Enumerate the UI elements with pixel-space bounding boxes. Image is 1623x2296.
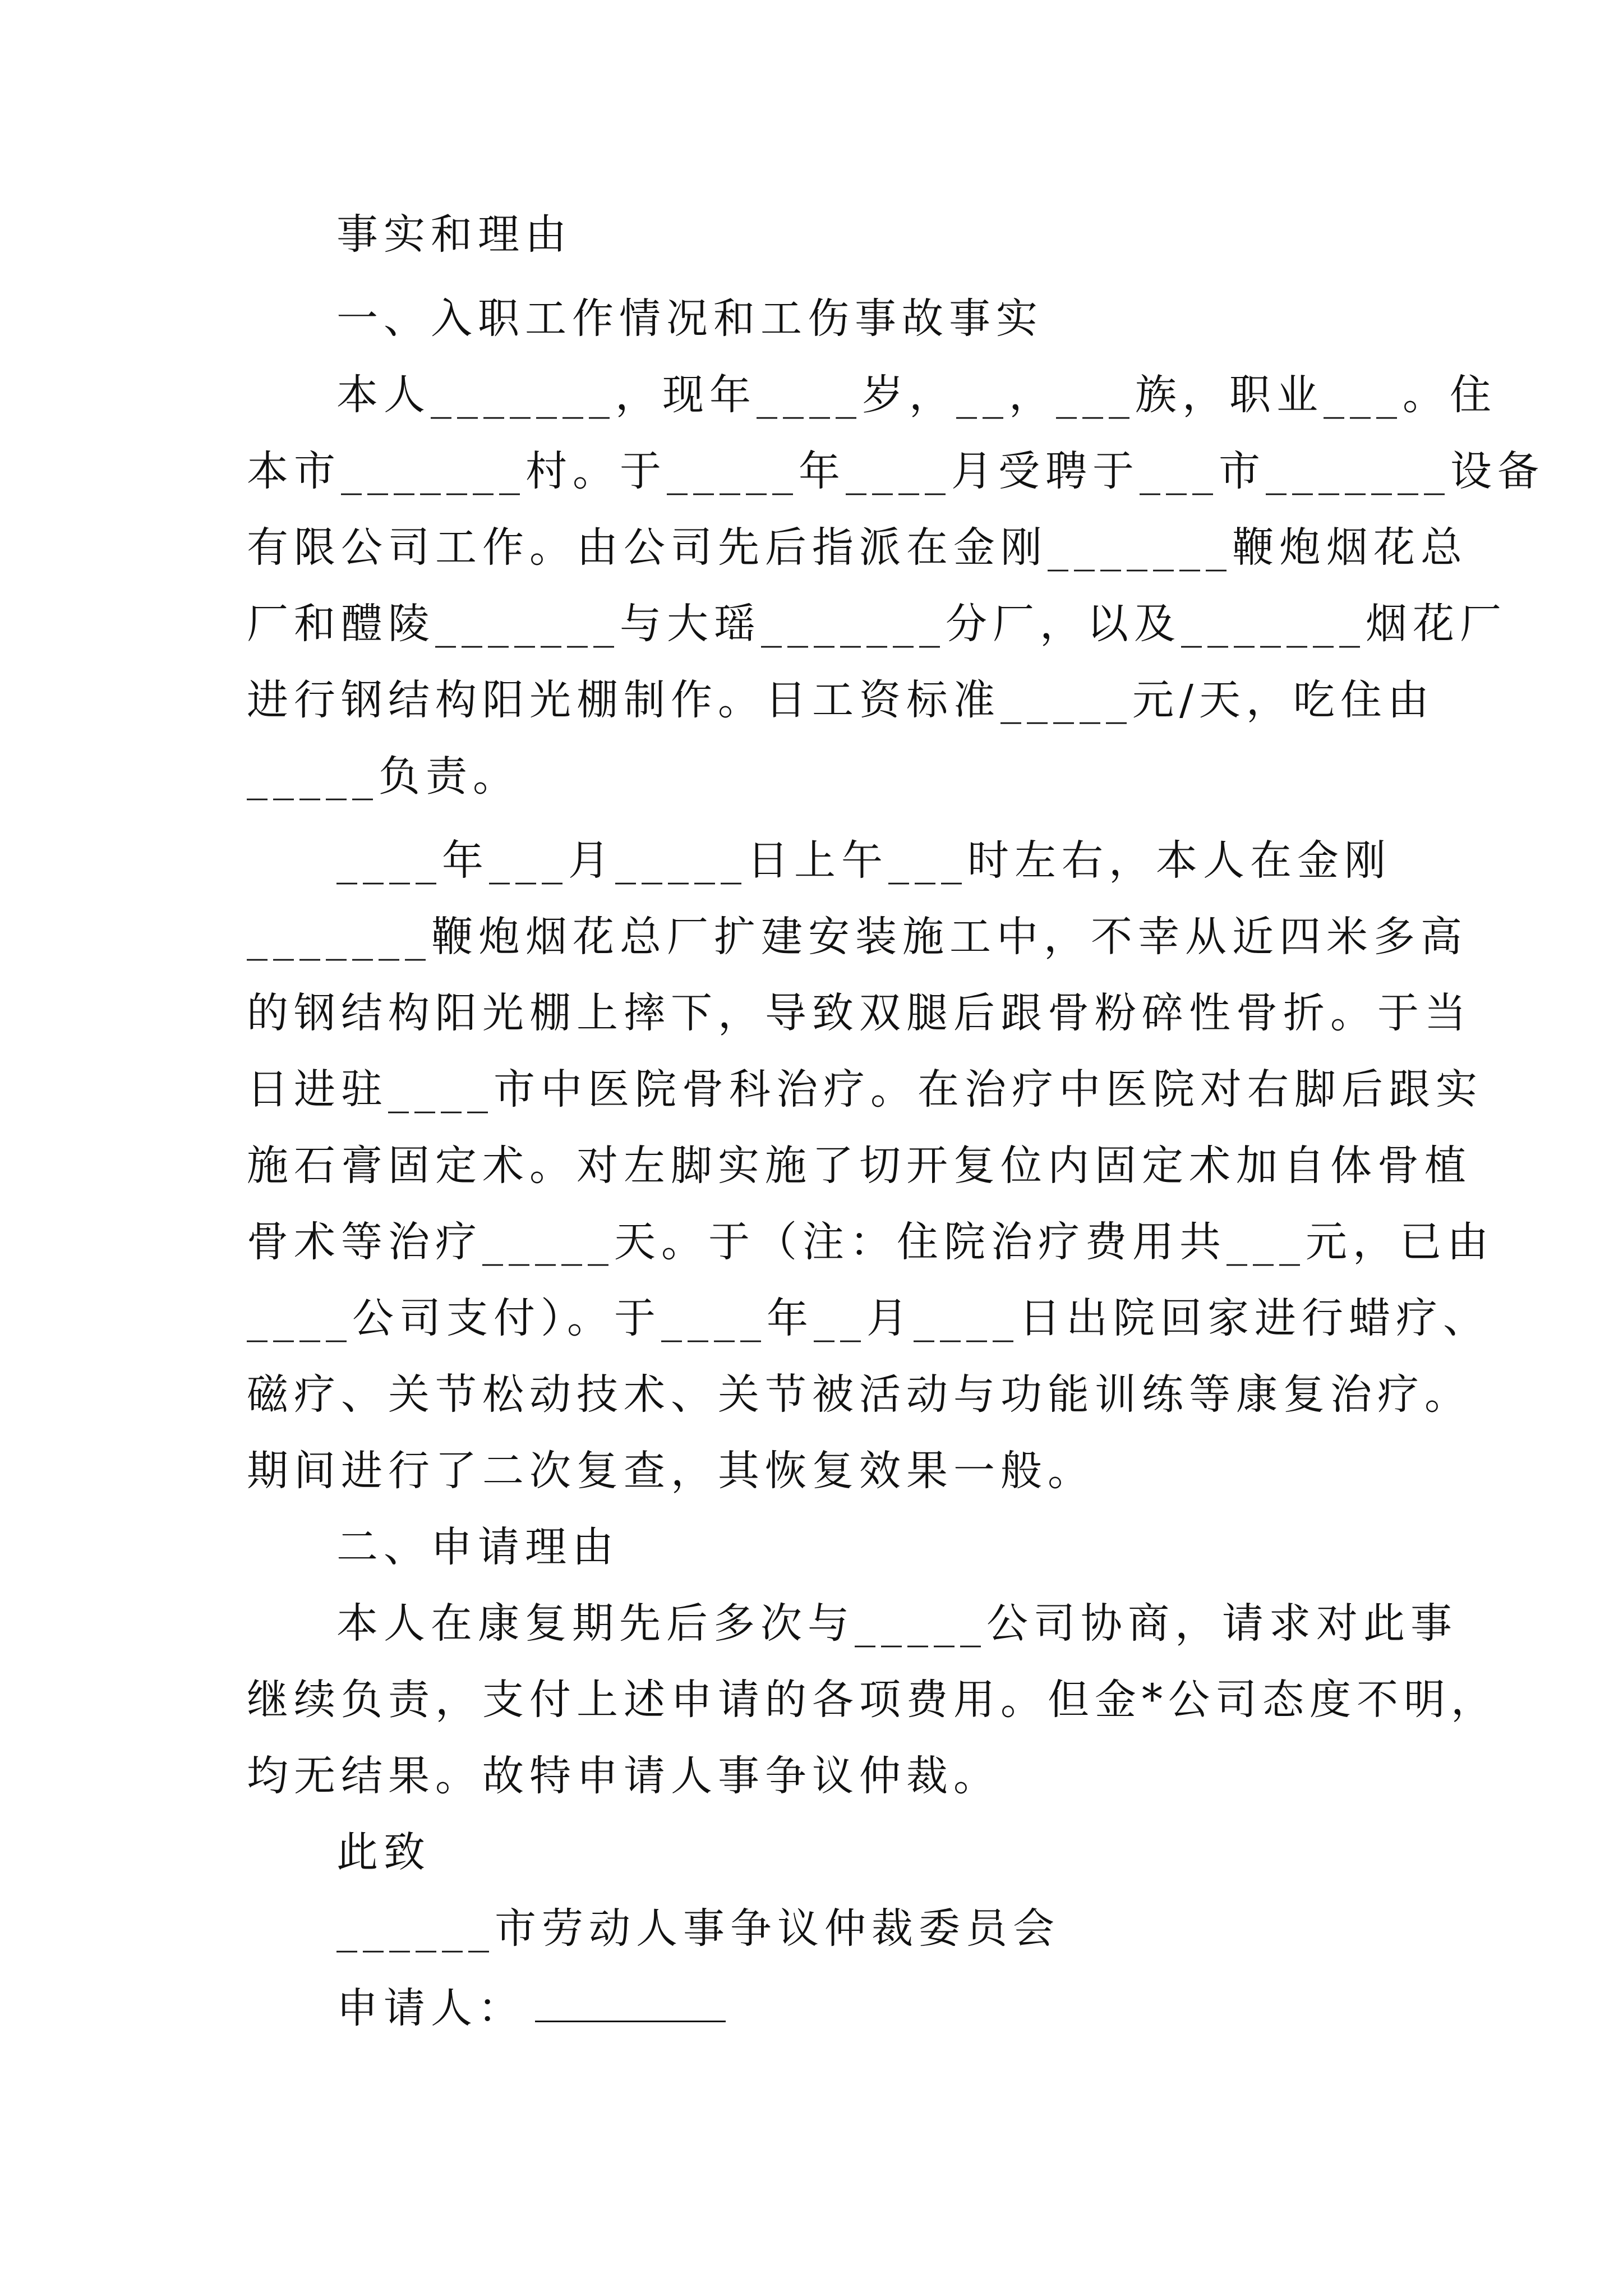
- paragraph-line: 继续负责，支付上述申请的各项费用。但金*公司态度不明，: [247, 1676, 1498, 1724]
- paragraph-line: 期间进行了二次复查，其恢复效果一般。: [247, 1447, 1095, 1495]
- paragraph-line: 骨术等治疗_____天。于（注：住院治疗费用共___元，已由: [247, 1218, 1494, 1266]
- applicant-row: [336, 1979, 726, 2034]
- paragraph-line: 均无结果。故特申请人事争议仲裁。: [247, 1752, 1000, 1800]
- paragraph-line: 有限公司工作。由公司先后指派在金刚_______鞭炮烟花总: [247, 523, 1468, 572]
- recipient: ______市劳动人事争议仲裁委员会: [336, 1904, 1060, 1953]
- paragraph-line: 的钢结构阳光棚上摔下，导致双腿后跟骨粉碎性骨折。于当: [247, 989, 1472, 1037]
- paragraph-line: _______鞭炮烟花总厂扩建安装施工中，不幸从近四米多高: [247, 913, 1468, 961]
- salutation: 此致: [336, 1828, 431, 1876]
- paragraph-line: 施石膏固定术。对左脚实施了切开复位内固定术加自体骨植: [247, 1142, 1472, 1190]
- paragraph-line: 进行钢结构阳光棚制作。日工资标准_____元/天，吃住由: [247, 676, 1435, 724]
- paragraph-line: 厂和醴陵_______与大瑶_______分厂，以及_______烟花厂: [247, 600, 1507, 648]
- applicant-label: 申请人：: [336, 1984, 525, 2032]
- paragraph-line: 本人在康复期先后多次与_____公司协商，请求对此事: [336, 1599, 1458, 1648]
- paragraph-line: 磁疗、关节松动技术、关节被活动与功能训练等康复治疗。: [247, 1370, 1472, 1419]
- paragraph-line: 本市_______村。于_____年____月受聘于___市_______设备: [247, 447, 1544, 495]
- applicant-signature-line: [535, 1979, 726, 2022]
- section-title-application-reasons: 二、申请理由: [336, 1523, 619, 1571]
- section-title-employment-facts: 一、入职工作情况和工伤事故事实: [336, 295, 1043, 343]
- heading-facts-and-reasons: 事实和理由: [336, 210, 572, 259]
- paragraph-line: _____负责。: [247, 752, 520, 800]
- paragraph-line: ____年___月_____日上午___时左右，本人在金刚: [336, 836, 1391, 885]
- paragraph-line: 本人_______，现年____岁，__，___族，职业___。住: [336, 371, 1497, 419]
- paragraph-line: ____公司支付）。于____年__月____日出院回家进行蜡疗、: [247, 1294, 1490, 1342]
- paragraph-line: 日进驻____市中医院骨科治疗。在治疗中医院对右脚后跟实: [247, 1065, 1483, 1114]
